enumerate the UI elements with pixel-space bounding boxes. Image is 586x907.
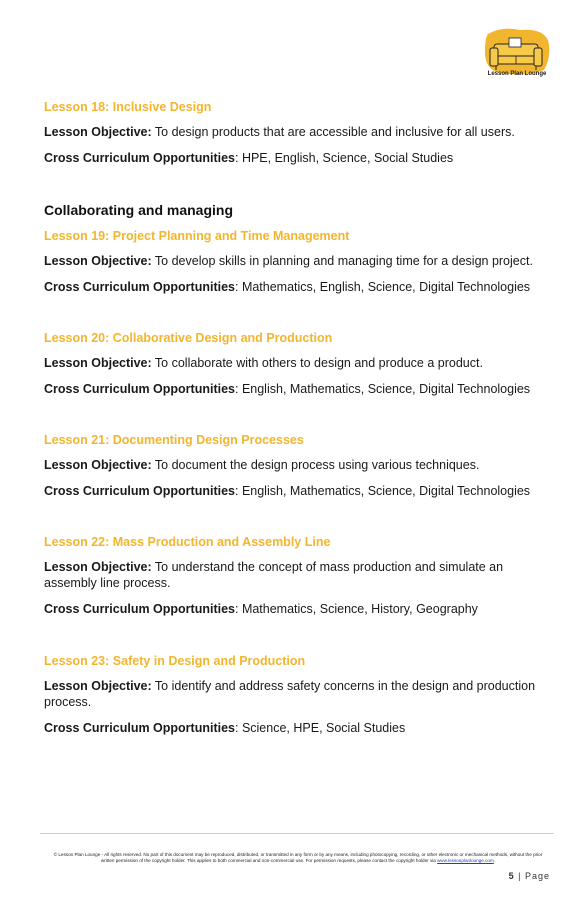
- lesson-title: Lesson 18: Inclusive Design: [44, 100, 212, 114]
- lesson-objective: [44, 253, 544, 269]
- cross-curriculum: [44, 279, 544, 295]
- cross-text: : English, Mathematics, Science, Digital Technologies: [235, 382, 531, 396]
- cross-label: Cross Curriculum Opportunities: [44, 602, 235, 616]
- page-label: Page: [524, 871, 550, 881]
- website-link[interactable]: www.lessonplanlounge.com: [437, 858, 494, 863]
- cross-curriculum: [44, 150, 544, 166]
- objective-text: To develop skills in planning and managing time for a design project.: [151, 254, 533, 268]
- objective-label: Lesson Objective:: [44, 254, 152, 268]
- objective-label: Lesson Objective:: [44, 125, 152, 139]
- objective-text: To understand the concept of mass production and simulate an assembly line process.: [44, 560, 504, 590]
- cross-text: : English, Mathematics, Science, Digital Technologies: [235, 484, 531, 498]
- lesson-title: Lesson 23: Safety in Design and Production: [44, 654, 306, 668]
- copyright-text: © Lesson Plan Lounge - All rights reserved. No part of this document may be reproduced, distributed, or transmitted in any form or by any means, including photocopying, recording, or other electronic or mechanical methods, without the prior written permission of the copyright holder. This applies to both commercial and non-commercial use. For permission requests, please contact the copyright holder via: [53, 852, 543, 863]
- cross-text: : Mathematics, English, Science, Digital Technologies: [235, 280, 531, 294]
- page-number: [509, 871, 550, 881]
- lesson-title: Lesson 20: Collaborative Design and Production: [44, 331, 333, 345]
- lesson-title: Lesson 22: Mass Production and Assembly Line: [44, 535, 331, 549]
- lesson-objective: [44, 355, 544, 371]
- cross-text: : Mathematics, Science, History, Geography: [235, 602, 478, 616]
- cross-text: : HPE, English, Science, Social Studies: [235, 151, 454, 165]
- objective-label: Lesson Objective:: [44, 679, 152, 693]
- lesson-title: Lesson 19: Project Planning and Time Management: [44, 229, 350, 243]
- footer-divider: [40, 833, 554, 834]
- cross-label: Cross Curriculum Opportunities: [44, 382, 235, 396]
- cross-label: Cross Curriculum Opportunities: [44, 151, 235, 165]
- objective-label: Lesson Objective:: [44, 458, 152, 472]
- lesson-18: [44, 100, 544, 166]
- cross-curriculum: [44, 381, 544, 397]
- objective-label: Lesson Objective:: [44, 560, 152, 574]
- cross-label: Cross Curriculum Opportunities: [44, 721, 235, 735]
- objective-text: To document the design process using various techniques.: [151, 458, 480, 472]
- objective-text: To collaborate with others to design and produce a product.: [151, 356, 483, 370]
- lesson-22: [44, 535, 544, 617]
- lesson-objective: [44, 678, 544, 710]
- objective-text: To design products that are accessible and inclusive for all users.: [151, 125, 515, 139]
- lesson-21: [44, 433, 544, 499]
- page-separator: |: [514, 871, 525, 881]
- lesson-objective: [44, 559, 544, 591]
- lesson-objective: [44, 457, 544, 473]
- lesson-title: Lesson 21: Documenting Design Processes: [44, 433, 304, 447]
- link-suffix: .: [493, 858, 496, 863]
- lesson-20: [44, 331, 544, 397]
- objective-label: Lesson Objective:: [44, 356, 152, 370]
- objective-text: To identify and address safety concerns in the design and production process.: [44, 679, 536, 709]
- cross-curriculum: [44, 601, 544, 617]
- cross-label: Cross Curriculum Opportunities: [44, 484, 235, 498]
- cross-text: : Science, HPE, Social Studies: [235, 721, 406, 735]
- cross-curriculum: [44, 483, 544, 499]
- section-heading: Collaborating and managing: [44, 202, 234, 218]
- cross-label: Cross Curriculum Opportunities: [44, 280, 235, 294]
- page-number-value: 5: [508, 871, 515, 881]
- lesson-23: [44, 654, 544, 736]
- lesson-objective: [44, 124, 544, 140]
- lesson-19: [44, 229, 544, 295]
- copyright-notice: [48, 852, 548, 864]
- logo-text: Lesson Plan Lounge: [487, 71, 547, 77]
- cross-curriculum: [44, 720, 544, 736]
